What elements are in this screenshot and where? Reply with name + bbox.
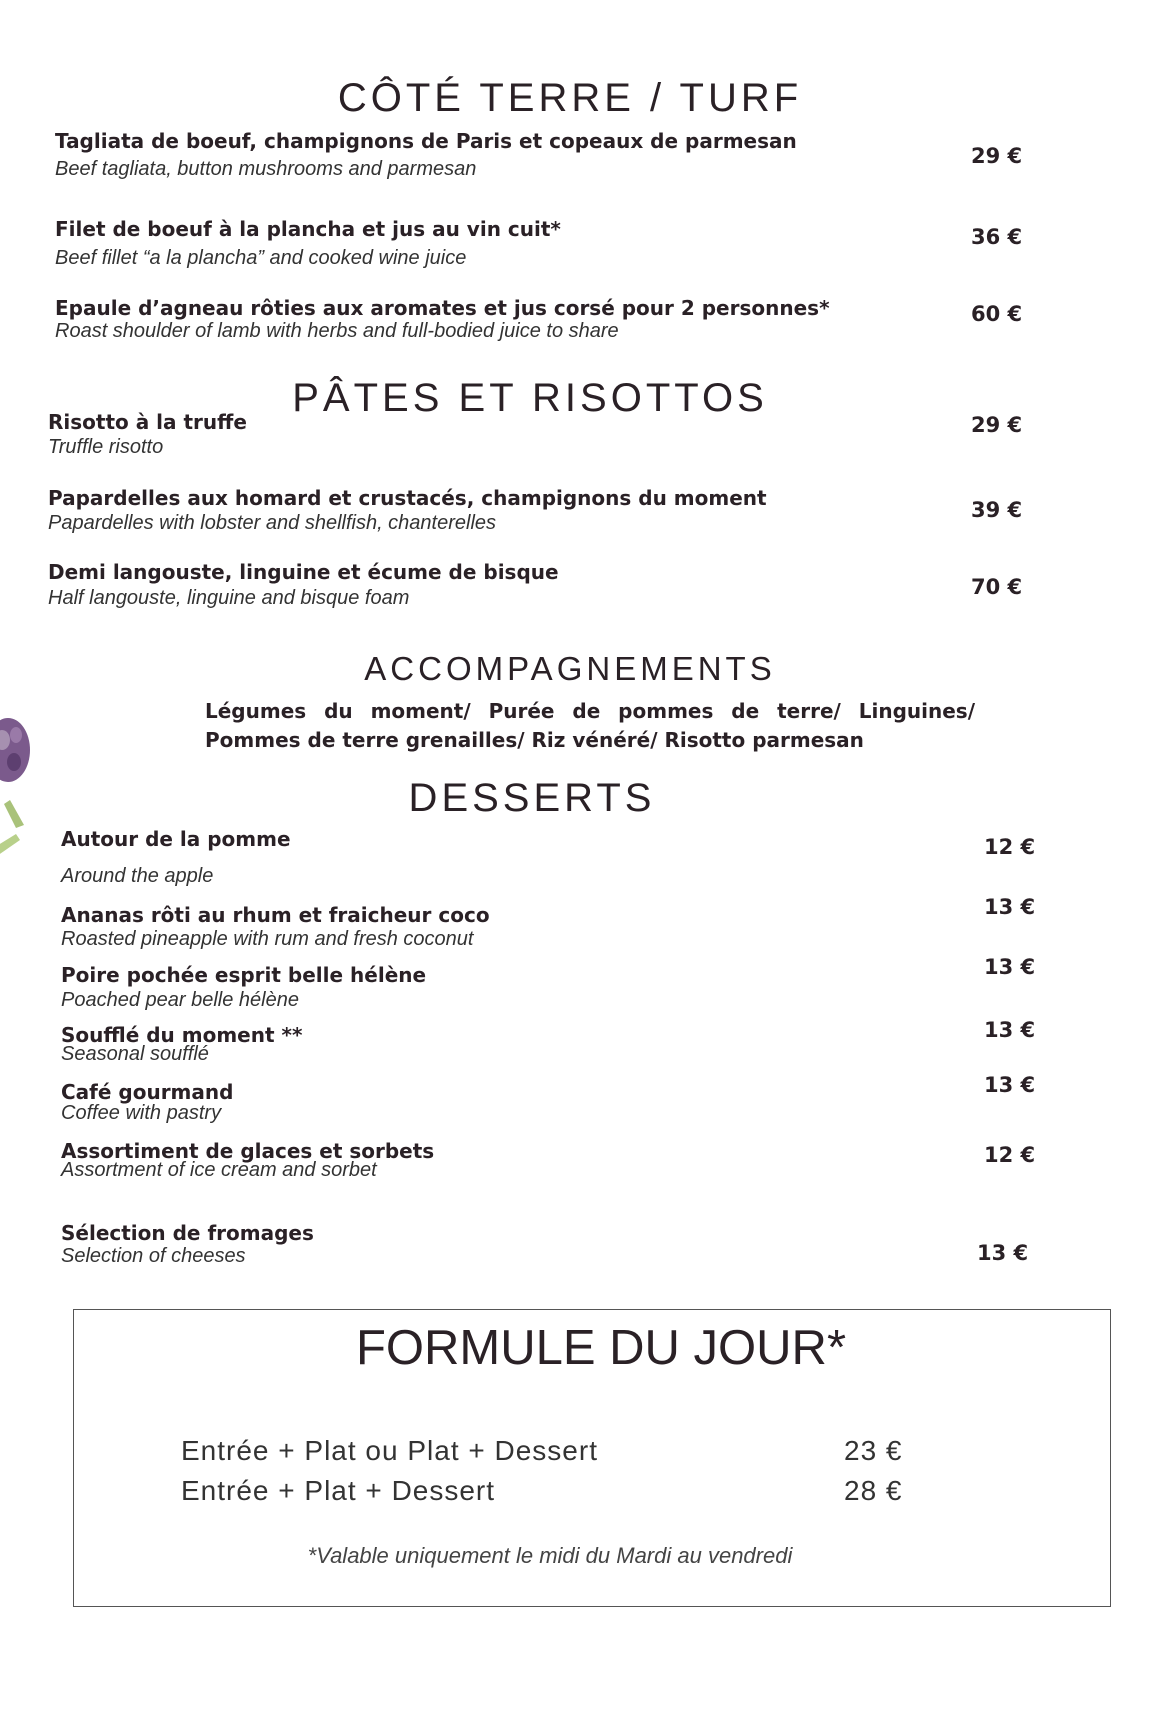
formula-option-price: 23 € [844, 1435, 903, 1466]
sides-list [205, 697, 975, 755]
menu-item-translation: Selection of cheeses [61, 1245, 246, 1267]
menu-item-name: Sélection de fromages [61, 1221, 314, 1245]
menu-item-translation: Coffee with pastry [61, 1102, 222, 1124]
menu-item-price: 60 € [971, 302, 1023, 326]
formula-option-price: 28 € [844, 1475, 903, 1506]
menu-item-translation: Seasonal soufflé [61, 1043, 209, 1065]
menu-item-price: 13 € [984, 1018, 1036, 1042]
sides-line: Pommes de terre grenailles/ Riz vénéré/ Risotto parmesan [205, 728, 864, 752]
formula-title: FORMULE DU JOUR* [355, 1321, 847, 1375]
formula-note: *Valable uniquement le midi du Mardi au vendredi [307, 1543, 793, 1568]
formula-option-label: Entrée + Plat ou Plat + Dessert [181, 1435, 598, 1466]
menu-item-name: Epaule d’agneau rôties aux aromates et jus corsé pour 2 personnes* [55, 296, 830, 320]
section-title-desserts: DESSERTS [408, 776, 656, 820]
menu-item-name: Assortiment de glaces et sorbets [61, 1139, 435, 1163]
section-title-turf: CÔTÉ TERRE / TURF [337, 76, 803, 120]
menu-item-name: Tagliata de boeuf, champignons de Paris et copeaux de parmesan [55, 129, 797, 153]
menu-item-price: 13 € [984, 955, 1036, 979]
menu-item-translation: Beef fillet “a la plancha” and cooked wine juice [55, 247, 467, 269]
menu-item-name: Poire pochée esprit belle hélène [61, 963, 427, 987]
menu-item-translation: Half langouste, linguine and bisque foam [48, 587, 410, 609]
menu-item-translation: Around the apple [61, 865, 214, 887]
menu-item-price: 13 € [984, 1073, 1036, 1097]
menu-item-name: Café gourmand [61, 1080, 234, 1104]
menu-item-translation: Roast shoulder of lamb with herbs and full-bodied juice to share [55, 320, 619, 342]
menu-item-price: 12 € [984, 1143, 1036, 1167]
menu-item-translation: Truffle risotto [48, 436, 164, 458]
section-title-pasta: PÂTES ET RISOTTOS [292, 376, 768, 420]
menu-item-translation: Papardelles with lobster and shellfish, chanterelles [48, 512, 497, 534]
menu-item-name: Filet de boeuf à la plancha et jus au vin cuit* [55, 217, 561, 241]
formula-option-label: Entrée + Plat + Dessert [181, 1475, 496, 1506]
menu-item-price: 39 € [971, 498, 1023, 522]
menu-item-name: Soufflé du moment ** [61, 1023, 303, 1047]
menu-item-name: Demi langouste, linguine et écume de bisque [48, 560, 559, 584]
menu-item-price: 13 € [984, 895, 1036, 919]
menu-item-price: 13 € [977, 1241, 1029, 1265]
menu-item-name: Ananas rôti au rhum et fraicheur coco [61, 903, 490, 927]
menu-item-name: Autour de la pomme [61, 827, 291, 851]
menu-item-price: 29 € [971, 144, 1023, 168]
menu-item-price: 70 € [971, 575, 1023, 599]
menu-item-name: Papardelles aux homard et crustacés, champignons du moment [48, 486, 767, 510]
menu-item-translation: Assortment of ice cream and sorbet [61, 1159, 377, 1181]
artichoke-illustration [0, 700, 50, 860]
sides-line: Légumes du moment/ Purée de pommes de terre/ Linguines/ [205, 699, 975, 723]
menu-item-price: 36 € [971, 225, 1023, 249]
menu-item-translation: Beef tagliata, button mushrooms and parmesan [55, 158, 477, 180]
menu-item-translation: Roasted pineapple with rum and fresh coconut [61, 928, 474, 950]
menu-item-name: Risotto à la truffe [48, 410, 247, 434]
menu-item-price: 29 € [971, 413, 1023, 437]
section-title-sides: ACCOMPAGNEMENTS [364, 650, 776, 687]
menu-item-price: 12 € [984, 835, 1036, 859]
menu-item-translation: Poached pear belle hélène [61, 989, 299, 1011]
